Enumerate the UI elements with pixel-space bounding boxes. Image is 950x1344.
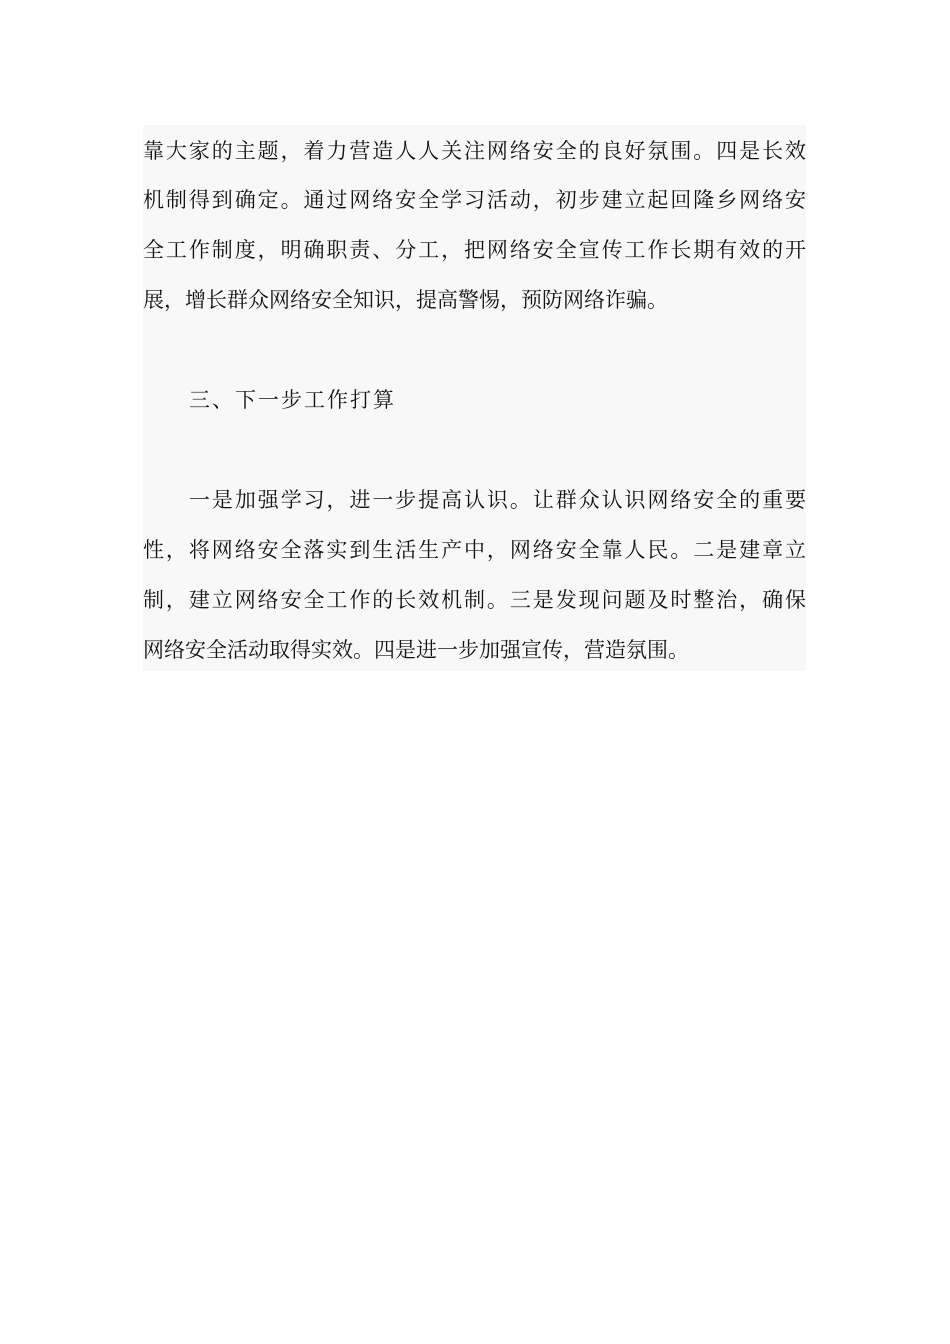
paragraph-1-line-1: 靠大家的主题，着力营造人人关注网络安全的良好氛围。四是长效	[143, 139, 806, 163]
paragraph-2-line-4: 网络安全活动取得实效。四是进一步加强宣传，营造氛围。	[143, 638, 689, 662]
paragraph-1-line-3: 全工作制度，明确职责、分工，把网络安全宣传工作长期有效的开	[143, 238, 806, 262]
paragraph-2-line-1: 一是加强学习，进一步提高认识。让群众认识网络安全的重要	[189, 488, 806, 512]
paragraph-2-line-3: 制，建立网络安全工作的长效机制。三是发现问题及时整治，确保	[143, 588, 806, 612]
paragraph-1-line-2: 机制得到确定。通过网络安全学习活动，初步建立起回隆乡网络安	[143, 188, 806, 212]
paragraph-1-line-4: 展，增长群众网络安全知识，提高警惕，预防网络诈骗。	[143, 288, 668, 312]
section-heading: 三、下一步工作打算	[189, 388, 396, 412]
paragraph-2-line-2: 性，将网络安全落实到生活生产中，网络安全靠人民。二是建章立	[143, 538, 806, 562]
